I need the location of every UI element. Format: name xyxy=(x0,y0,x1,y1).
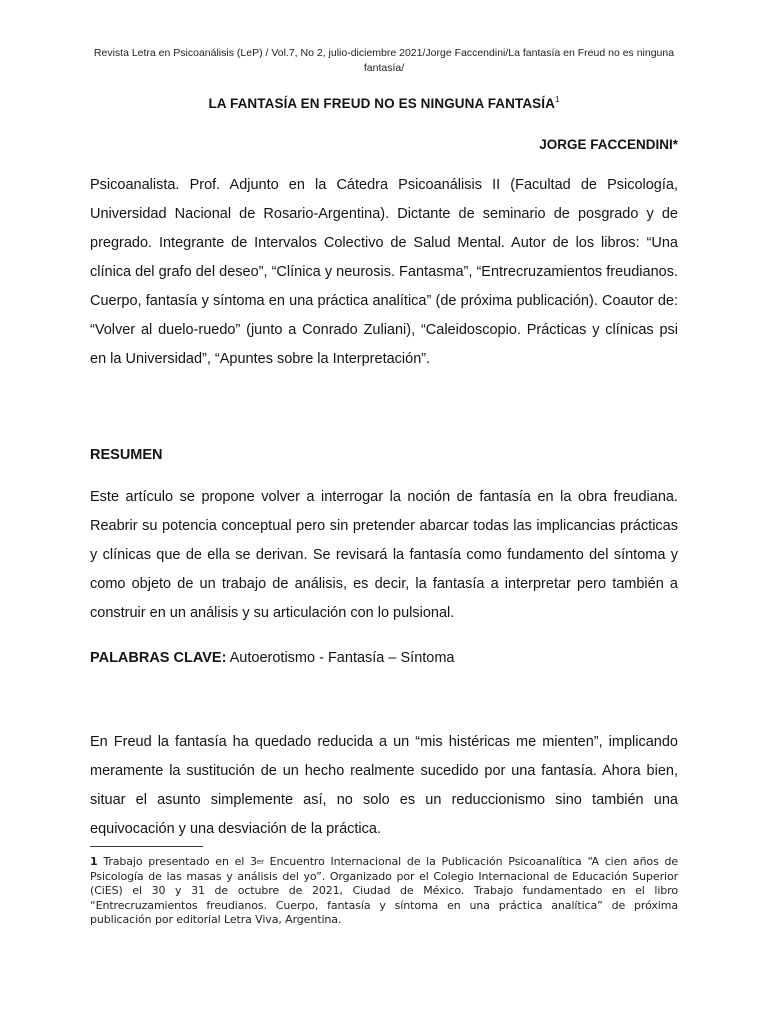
title-footnote-ref[interactable]: 1 xyxy=(555,95,560,104)
keywords-label: PALABRAS CLAVE: xyxy=(90,650,227,666)
article-title-text: LA FANTASÍA EN FREUD NO ES NINGUNA FANTASÍA xyxy=(208,96,555,111)
footnote-divider xyxy=(90,846,203,847)
footnote-mark: 1 xyxy=(90,855,98,868)
author-bio: Psicoanalista. Prof. Adjunto en la Cátedra Psicoanálisis II (Facultad de Psicología, Universidad Nacional de Rosario-Argentina). Dictante de seminario de posgrado y de pregrado. Integrante de Intervalos Colectivo de Salud Mental. Autor de los libros: “Una clínica del grafo del deseo”, “Clínica y neurosis. Fantasma”, “Entrecruzamientos freudianos. Cuerpo, fantasía y síntoma en una práctica analítica” (de próxima publicación). Coautor de: “Volver al duelo-ruedo” (junto a Conrado Zuliani), “Caleidoscopio. Prácticas y clínicas psi en la Universidad”, “Apuntes sobre la Interpretación”. xyxy=(90,177,678,367)
footnote-superscript: er xyxy=(256,858,264,866)
footnote-text-after: Encuentro Internacional de la Publicación Psicoanalítica “A cien años de Psicología de las masas y análisis del yo”. Organizado por el Colegio Internacional de Educación Superior (CiES) el 30 y 31 de octubre de 2021, Ciudad de México. Trabajo fundamentado en el libro “Entrecruzamientos freudianos. Cuerpo, fantasía y síntoma en una práctica analítica” de próxima publicación por editorial Letra Viva, Argentina. xyxy=(90,855,679,926)
keywords-text: Autoerotismo - Fantasía – Síntoma xyxy=(229,650,455,666)
body-paragraph: En Freud la fantasía ha quedado reducida a un “mis histéricas me mienten”, implicando meramente la sustitución de un hecho realmente sucedido por una fantasía. Ahora bien, situar el asunto simplemente así, no solo es un reduccionismo sino también una equivocación y una desviación de la práctica. xyxy=(90,734,678,837)
footnote-text-before: Trabajo presentado en el 3 xyxy=(103,855,257,868)
abstract-text: Este artículo se propone volver a interrogar la noción de fantasía en la obra freudiana. Reabrir su potencia conceptual pero sin pretender abarcar todas las implicancias prácticas y clínicas que de ella se derivan. Se revisará la fantasía como fundamento del síntoma y como objeto de un trabajo de análisis, es decir, la fantasía a interpretar pero también a construir en un análisis y su articulación con lo pulsional. xyxy=(90,489,678,621)
running-header: Revista Letra en Psicoanálisis (LeP) / Vol.7, No 2, julio-diciembre 2021/Jorge Faccendini/La fantasía en Freud no es ninguna fantasía/ xyxy=(93,47,675,74)
author-name: JORGE FACCENDINI* xyxy=(539,137,678,152)
footnote xyxy=(90,855,678,928)
article-title xyxy=(80,96,688,111)
abstract-heading: RESUMEN xyxy=(90,447,163,463)
keywords xyxy=(90,650,455,666)
